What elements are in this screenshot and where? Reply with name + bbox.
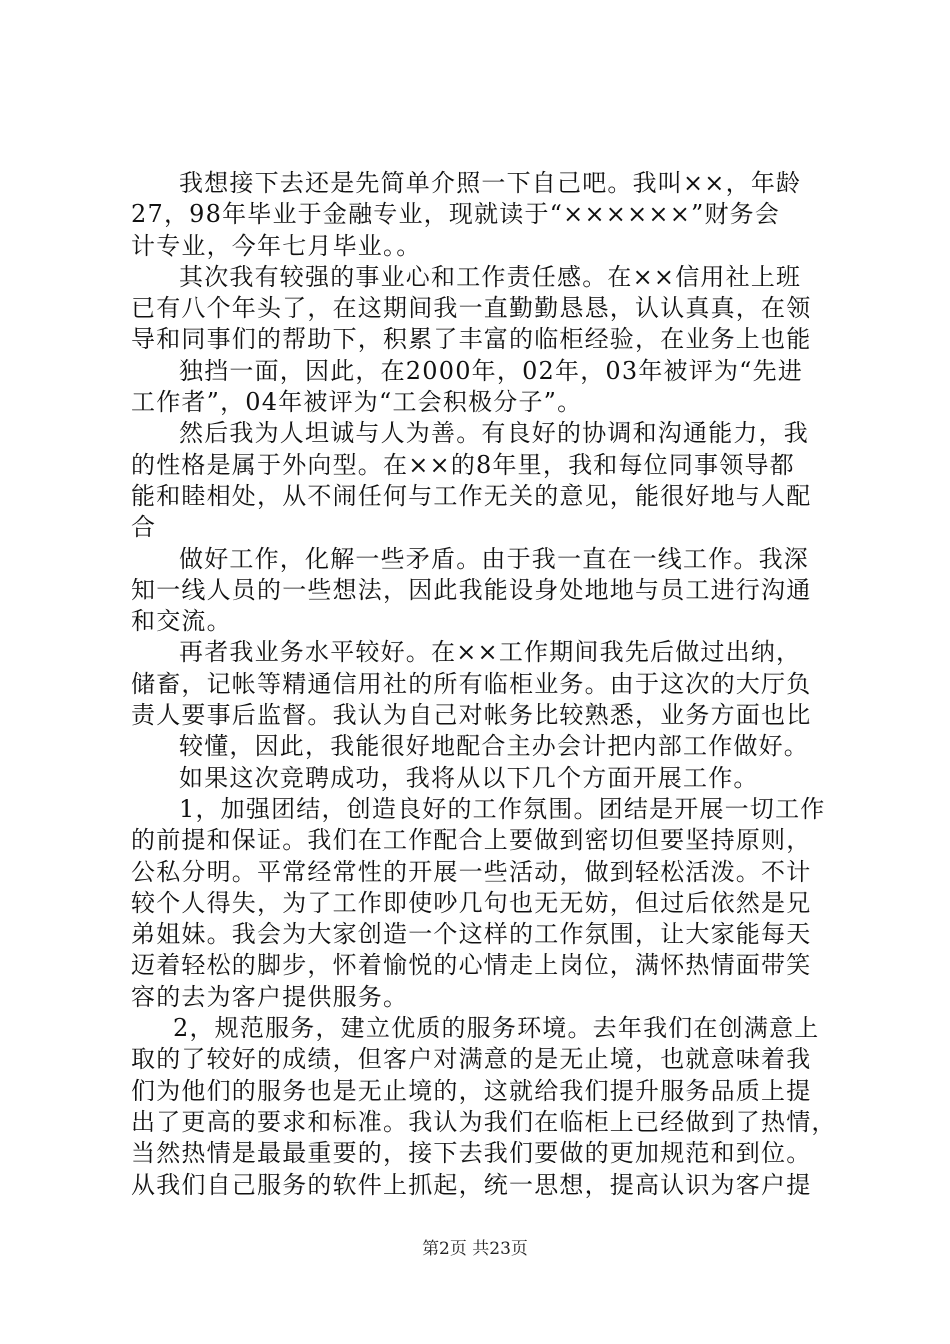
text-line: 责人要事后监督。我认为自己对帐务比较熟悉，业务方面也比 [131, 701, 812, 730]
text-line: 的性格是属于外向型。在××的8年里，我和每位同事领导都 [131, 450, 795, 479]
text-line: 当然热情是最最重要的，接下去我们要做的更加规范和到位。 [131, 1139, 812, 1168]
text-line: 2，规范服务，建立优质的服务环境。去年我们在创满意上 [173, 1014, 820, 1043]
text-line: 从我们自己服务的软件上抓起，统一思想，提高认识为客户提 [131, 1170, 812, 1199]
text-line: 的前提和保证。我们在工作配合上要做到密切但要坚持原则， [131, 826, 812, 855]
text-line: 迈着轻松的脚步，怀着愉悦的心情走上岗位，满怀热情面带笑 [131, 951, 812, 980]
text-line: 出了更高的要求和标准。我认为我们在临柜上已经做到了热情， [131, 1107, 837, 1136]
text-line: 能和睦相处，从不闹任何与工作无关的意见，能很好地与人配 [131, 481, 812, 510]
text-line: 容的去为客户提供服务。 [131, 982, 409, 1011]
text-line: 如果这次竞聘成功，我将从以下几个方面开展工作。 [179, 763, 759, 792]
document-body [131, 168, 837, 1201]
text-line: 知一线人员的一些想法，因此我能设身处地地与员工进行沟通 [131, 575, 812, 604]
text-line: 我想接下去还是先简单介照一下自己吧。我叫××，年龄 [179, 169, 802, 197]
text-line: 其次我有较强的事业心和工作责任感。在××信用社上班 [179, 262, 802, 291]
text-line: 较懂，因此，我能很好地配合主办会计把内部工作做好。 [179, 732, 809, 761]
text-line: 做好工作，化解一些矛盾。由于我一直在一线工作。我深 [179, 544, 809, 573]
text-line: 工作者”，04年被评为“工会积极分子”。 [131, 388, 583, 417]
text-line: 1，加强团结，创造良好的工作氛围。团结是开展一切工作 [179, 794, 826, 823]
text-line: 和交流。 [131, 607, 232, 636]
page-number-label: 第2页 共23页 [422, 1239, 528, 1259]
text-line: 27，98年毕业于金融专业，现就读于“××××××”财务会 [131, 200, 781, 229]
text-line: 储畜，记帐等精通信用社的所有临柜业务。由于这次的大厅负 [131, 669, 812, 698]
text-line: 已有八个年头了，在这期间我一直勤勤恳恳，认认真真，在领 [131, 294, 812, 323]
text-line: 公私分明。平常经常性的开展一些活动，做到轻松活泼。不计 [131, 857, 812, 886]
page-footer [0, 1238, 950, 1260]
text-line: 弟姐妹。我会为大家创造一个这样的工作氛围，让大家能每天 [131, 920, 812, 949]
text-line: 取的了较好的成绩，但客户对满意的是无止境，也就意味着我 [131, 1045, 812, 1074]
text-line: 们为他们的服务也是无止境的，这就给我们提升服务品质上提 [131, 1076, 812, 1105]
text-line: 计专业，今年七月毕业。。 [131, 231, 422, 260]
text-line: 合 [131, 513, 157, 542]
text-line: 然后我为人坦诚与人为善。有良好的协调和沟通能力，我 [179, 419, 809, 448]
text-line: 导和同事们的帮助下，积累了丰富的临柜经验，在业务上也能 [131, 325, 812, 354]
text-line: 较个人得失，为了工作即使吵几句也无无妨，但过后依然是兄 [131, 888, 812, 917]
text-line: 再者我业务水平较好。在××工作期间我先后做过出纳， [179, 638, 802, 667]
text-line: 独挡一面，因此，在2000年，02年，03年被评为“先进 [179, 356, 804, 385]
